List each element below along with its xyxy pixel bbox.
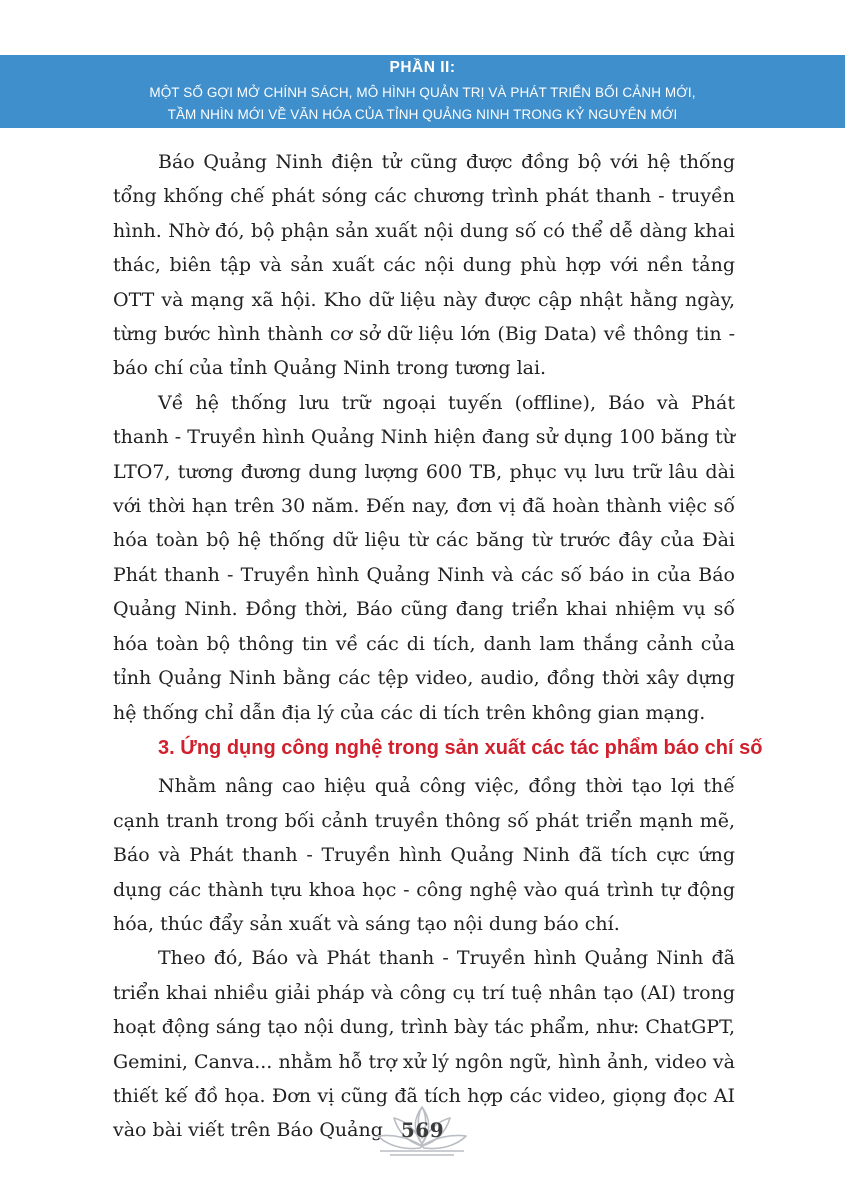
page-footer — [0, 1100, 845, 1160]
paragraph: Theo đó, Báo và Phát thanh - Truyền hình Quảng Ninh đã triển khai nhiều giải pháp và công cụ trí tuệ nhân tạo (AI) trong hoạt động sáng tạo nội dung, trình bày tác phẩm, như: ChatGPT, Gemini, Canva... nhằm hỗ trợ xử lý ngôn ngữ, hình ảnh, video và thiết kế đồ họa. Đơn vị cũng đã tích hợp các video, giọng đọc AI vào bài viết trên Báo Quảng — [113, 947, 735, 1142]
section-heading: 3. Ứng dụng công nghệ trong sản xuất các tác phẩm báo chí số — [158, 736, 763, 759]
part-subtitle-line-2: TẦM NHÌN MỚI VỀ VĂN HÓA CỦA TỈNH QUẢNG NINH TRONG KỶ NGUYÊN MỚI — [167, 107, 678, 122]
paragraph: Nhằm nâng cao hiệu quả công việc, đồng thời tạo lợi thế cạnh tranh trong bối cảnh truyền thông số phát triển mạnh mẽ, Báo và Phát thanh - Truyền hình Quảng Ninh đã tích cực ứng dụng các thành tựu khoa học - công nghệ vào quá trình tự động hóa, thúc đẩy sản xuất và sáng tạo nội dung báo chí. — [113, 775, 735, 935]
paragraph: Báo Quảng Ninh điện tử cũng được đồng bộ với hệ thống tổng khống chế phát sóng các chương trình phát thanh - truyền hình. Nhờ đó, bộ phận sản xuất nội dung số có thể dễ dàng khai thác, biên tập và sản xuất các nội dung phù hợp với nền tảng OTT và mạng xã hội. Kho dữ liệu này được cập nhật hằng ngày, từng bước hình thành cơ sở dữ liệu lớn (Big Data) về thông tin - báo chí của tỉnh Quảng Ninh trong tương lai. — [113, 151, 735, 380]
running-header — [0, 55, 845, 128]
paragraph: Về hệ thống lưu trữ ngoại tuyến (offline), Báo và Phát thanh - Truyền hình Quảng Ninh hiện đang sử dụng 100 băng từ LTO7, tương đương dung lượng 600 TB, phục vụ lưu trữ lâu dài với thời hạn trên 30 năm. Đến nay, đơn vị đã hoàn thành việc số hóa toàn bộ hệ thống dữ liệu từ các băng từ trước đây của Đài Phát thanh - Truyền hình Quảng Ninh và các số báo in của Báo Quảng Ninh. Đồng thời, Báo cũng đang triển khai nhiệm vụ số hóa toàn bộ thông tin về các di tích, danh lam thắng cảnh của tỉnh Quảng Ninh bằng các tệp video, audio, đồng thời xây dựng hệ thống chỉ dẫn địa lý của các di tích trên không gian mạng. — [113, 391, 735, 724]
part-title: PHẦN II: — [389, 59, 456, 76]
page-number: 569 — [400, 1118, 445, 1142]
part-subtitle-line-1: MỘT SỐ GỢI MỞ CHÍNH SÁCH, MÔ HÌNH QUẢN TRỊ VÀ PHÁT TRIỂN BỐI CẢNH MỚI, — [149, 85, 696, 100]
body-text — [113, 145, 763, 1148]
